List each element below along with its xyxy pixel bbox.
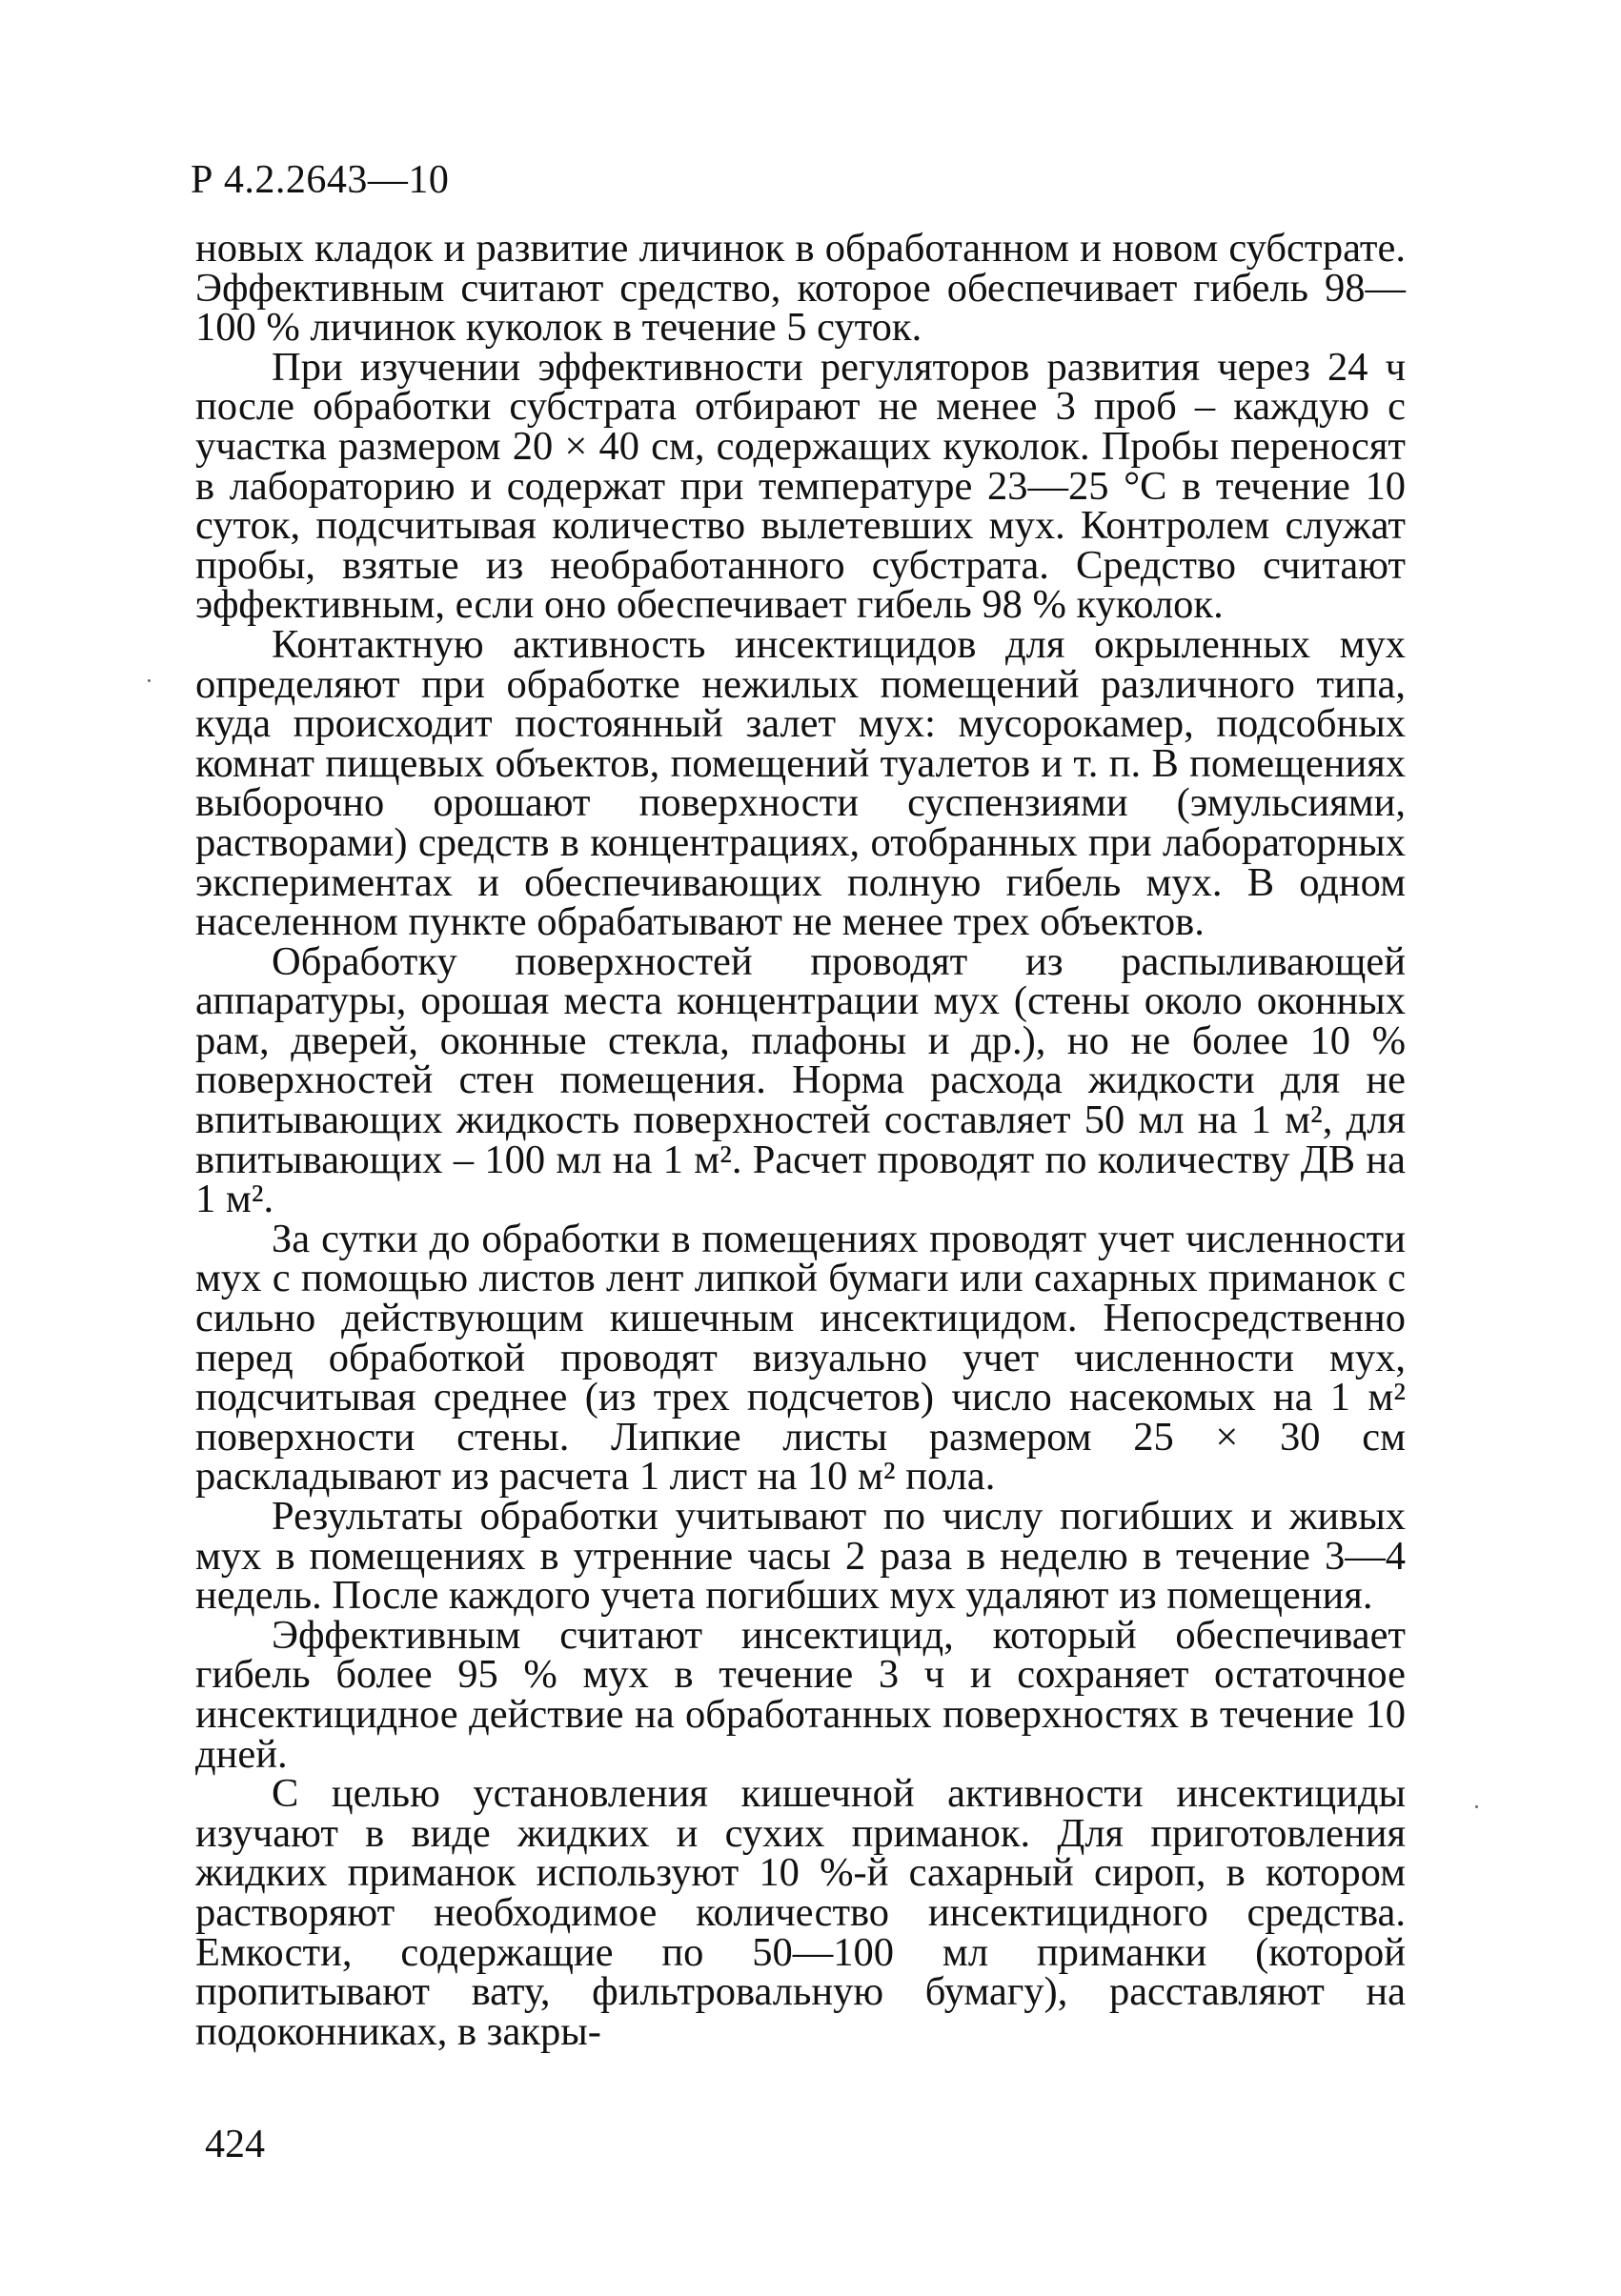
paragraph-pre-treatment-count: За сутки до обработки в помещениях проводят учет численности мух с помощью листов лент липкой бумаги или сахарных приманок с сильно действующим кишечным инсектицидом. Непосредственно перед обработкой проводят визуально учет численности мух, подсчитывая среднее (из трех подсчетов) число насекомых на 1 м² поверхности стены. Липкие листы размером 25 × 30 см раскладывают из расчета 1 лист на 10 м² пола.: [195, 1216, 1406, 1500]
scan-speck: [1475, 1805, 1478, 1808]
paragraph-contact-activity: Контактную активность инсектицидов для окрыленных мух определяют при обработке нежилых помещений различного типа, куда происходит постоянный залет мух: мусорокамер, подсобных комнат пищевых объектов, помещений туалетов и т. п. В помещениях выборочно орошают поверхности суспензиями (эмульсиями, растворами) средств в концентрациях, отобранных при лабораторных экспериментах и обеспечивающих полную гибель мух. В одном населенном пункте обрабатывают не менее трех объектов.: [195, 621, 1406, 945]
paragraph-results: Результаты обработки учитывают по числу погибших и живых мух в помещениях в утренние часы 2 раза в неделю в течение 3—4 недель. После каждого учета погибших мух удаляют из помещения.: [195, 1494, 1406, 1619]
page-number: 424: [205, 2123, 265, 2166]
paragraph-efficacy-criteria: Эффективным считают инсектицид, который обеспечивает гибель более 95 % мух в течение 3 ч и сохраняет остаточное инсектицидное действие на обработанных поверхностях в течение 10 дней.: [195, 1612, 1406, 1777]
document-number: Р 4.2.2643—10: [191, 158, 450, 202]
paragraph-growth-regulators: При изучении эффективности регуляторов развития через 24 ч после обработки субстрата отбирают не менее 3 проб – каждую с участка размером 20 × 40 см, содержащих куколок. Пробы переносят в лабораторию и содержат при температуре 23—25 °С в течение 10 суток, подсчитывая количество вылетевших мух. Контролем служат пробы, взятые из необработанного субстрата. Средство считают эффективным, если оно обеспечивает гибель 98 % куколок.: [195, 344, 1406, 628]
paragraph-continuation: новых кладок и развитие личинок в обработанном и новом субстрате. Эффективным считают средство, которое обеспечивает гибель 98—100 % личинок куколок в течение 5 суток.: [195, 226, 1406, 351]
paragraph-surface-treatment: Обработку поверхностей проводят из распыливающей аппаратуры, орошая места концентрации мух (стены около оконных рам, дверей, оконные стекла, плафоны и др.), но не более 10 % поверхностей стен помещения. Норма расхода жидкости для не впитывающих жидкость поверхностей составляет 50 мл на 1 м², для впитывающих – 100 мл на 1 м². Расчет проводят по количеству ДВ на 1 м².: [195, 938, 1406, 1222]
scan-speck: [148, 679, 151, 682]
paragraph-intestinal-activity: С целью установления кишечной активности инсектициды изучают в виде жидких и сухих приманок. Для приготовления жидких приманок используют 10 %-й сахарный сироп, в котором растворяют необходимое количество инсектицидного средства. Емкости, содержащие по 50—100 мл приманки (которой пропитывают вату, фильтровальную бумагу), расставляют на подоконниках, в закры-: [195, 1771, 1406, 2054]
body-text: [195, 226, 1406, 2054]
